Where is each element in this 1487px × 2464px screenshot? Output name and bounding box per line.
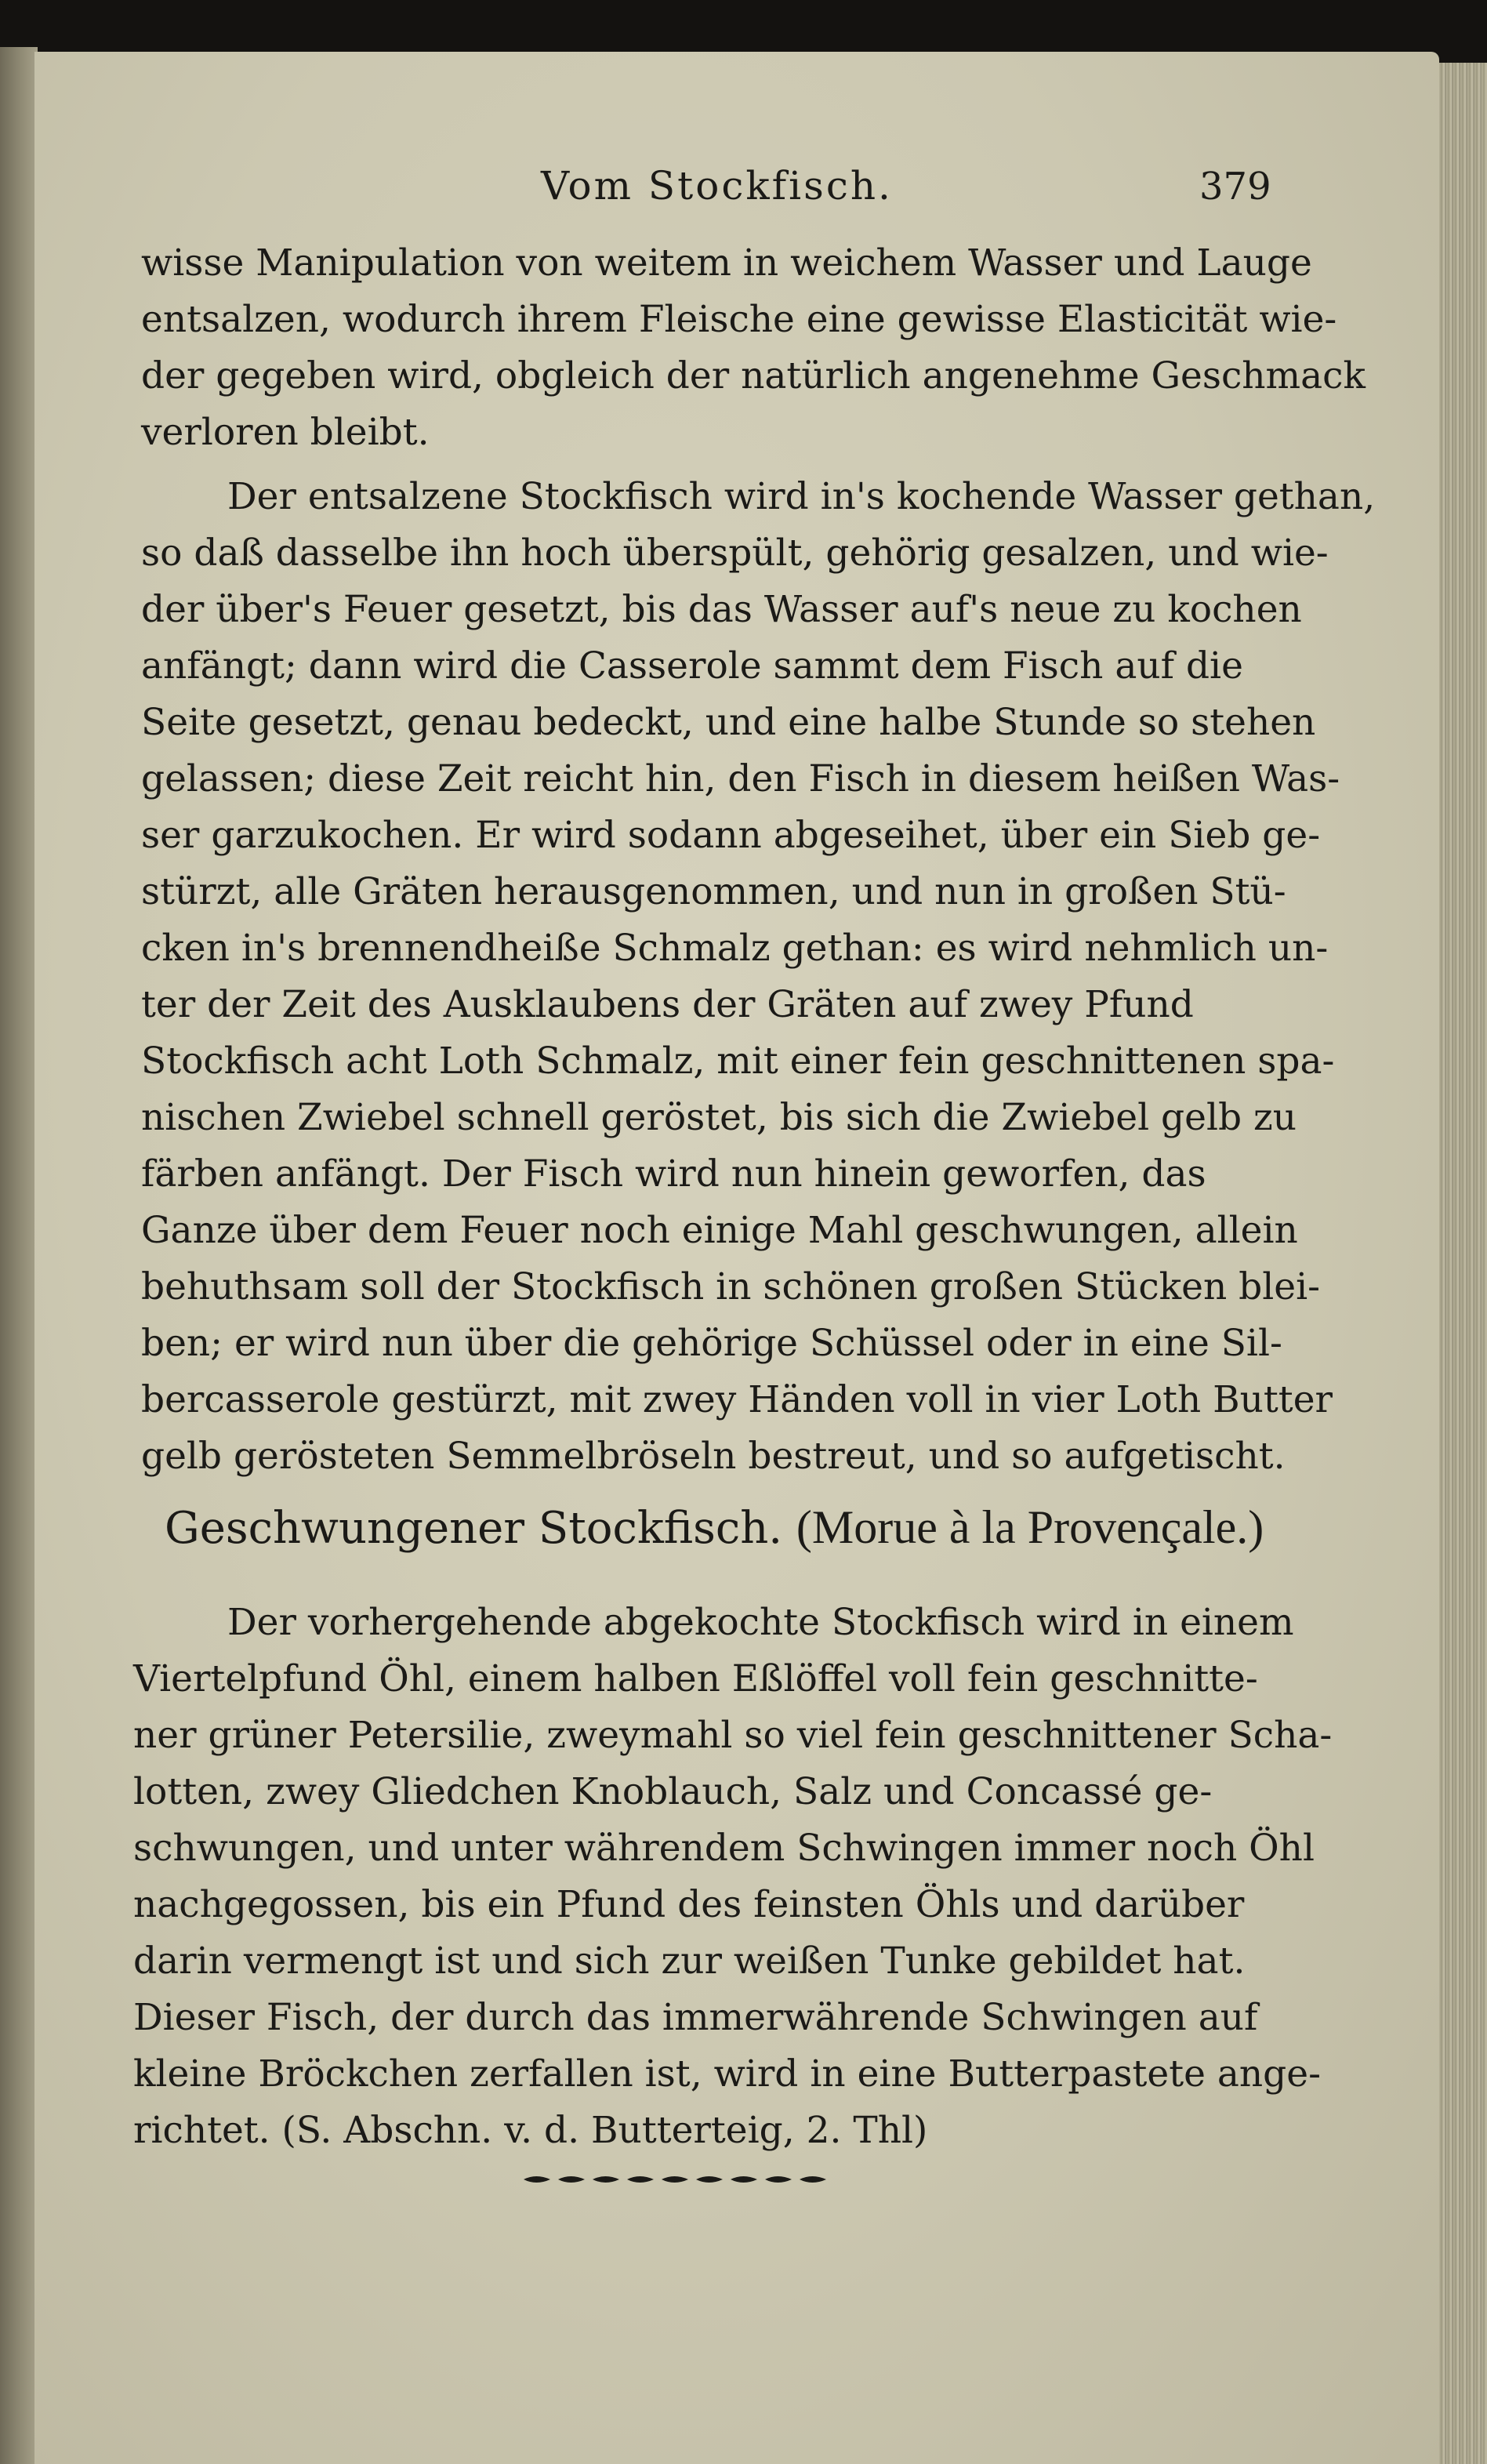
text-line: gelb gerösteten Semmelbröseln bestreut, und so aufgetischt. <box>141 1435 1286 1478</box>
text-line: behuthsam soll der Stockfisch in schönen großen Stücken blei- <box>141 1265 1320 1308</box>
text-line: Der entsalzene Stockfisch wird in's kochende Wasser gethan, <box>227 475 1376 518</box>
section-heading-french: (Morue à la Provençale.) <box>796 1501 1264 1553</box>
text-line: entsalzen, wodurch ihrem Fleische eine gewisse Elasticität wie- <box>141 298 1337 341</box>
running-head <box>0 163 1487 218</box>
text-line: Seite gesetzt, genau bedeckt, und eine halbe Stunde so stehen <box>141 701 1316 744</box>
text-line: Dieser Fisch, der durch das immerwährende Schwingen auf <box>133 1996 1258 2039</box>
text-line: cken in's brennendheiße Schmalz gethan: es wird nehmlich un- <box>141 927 1329 970</box>
text-line: richtet. (S. Abschn. v. d. Butterteig, 2. Thl) <box>133 2109 928 2152</box>
section-heading-german: Geschwungener Stockfisch. <box>165 1503 783 1554</box>
text-line: anfängt; dann wird die Casserole sammt dem Fisch auf die <box>141 644 1243 688</box>
text-line: der über's Feuer gesetzt, bis das Wasser auf's neue zu kochen <box>141 588 1302 631</box>
text-line: darin vermengt ist und sich zur weißen Tunke gebildet hat. <box>133 1940 1246 1983</box>
page-stack-edge <box>1439 63 1487 2464</box>
text-line: Stockfisch acht Loth Schmalz, mit einer fein geschnittenen spa- <box>141 1040 1335 1083</box>
text-line: lotten, zwey Gliedchen Knoblauch, Salz und Concassé ge- <box>133 1770 1213 1813</box>
text-line: bercasserole gestürzt, mit zwey Händen voll in vier Loth Butter <box>141 1378 1333 1421</box>
text-line: verloren bleibt. <box>141 411 430 454</box>
text-line: nischen Zwiebel schnell geröstet, bis sich die Zwiebel gelb zu <box>141 1096 1297 1139</box>
text-line: gelassen; diese Zeit reicht hin, den Fisch in diesem heißen Was- <box>141 757 1340 800</box>
divider-ornament <box>524 2170 833 2189</box>
text-line: Der vorhergehende abgekochte Stockfisch wird in einem <box>227 1601 1294 1644</box>
section-heading <box>165 1501 1264 1555</box>
text-line: ter der Zeit des Ausklaubens der Gräten auf zwey Pfund <box>141 983 1194 1026</box>
book-binding-edge <box>0 47 38 2464</box>
page-number: 379 <box>1199 165 1271 209</box>
text-line: ser garzukochen. Er wird sodann abgeseihet, über ein Sieb ge- <box>141 814 1321 857</box>
text-line: so daß dasselbe ihn hoch überspült, gehörig gesalzen, und wie- <box>141 532 1329 575</box>
text-line: stürzt, alle Gräten herausgenommen, und nun in großen Stü- <box>141 870 1286 913</box>
text-line: Viertelpfund Öhl, einem halben Eßlöffel voll fein geschnitte- <box>133 1657 1258 1700</box>
running-head-title: Vom Stockfisch. <box>541 163 893 209</box>
text-line: kleine Bröckchen zerfallen ist, wird in eine Butterpastete ange- <box>133 2052 1321 2096</box>
text-line: Ganze über dem Feuer noch einige Mahl geschwungen, allein <box>141 1209 1298 1252</box>
text-line: der gegeben wird, obgleich der natürlich angenehme Geschmack <box>141 354 1366 397</box>
text-line: ner grüner Petersilie, zweymahl so viel fein geschnittener Scha- <box>133 1714 1333 1757</box>
text-line: ben; er wird nun über die gehörige Schüssel oder in eine Sil- <box>141 1322 1282 1365</box>
text-line: wisse Manipulation von weitem in weichem Wasser und Lauge <box>141 241 1312 285</box>
text-line: schwungen, und unter währendem Schwingen immer noch Öhl <box>133 1827 1315 1870</box>
text-line: färben anfängt. Der Fisch wird nun hinein geworfen, das <box>141 1152 1206 1196</box>
text-line: nachgegossen, bis ein Pfund des feinsten Öhls und darüber <box>133 1883 1245 1926</box>
